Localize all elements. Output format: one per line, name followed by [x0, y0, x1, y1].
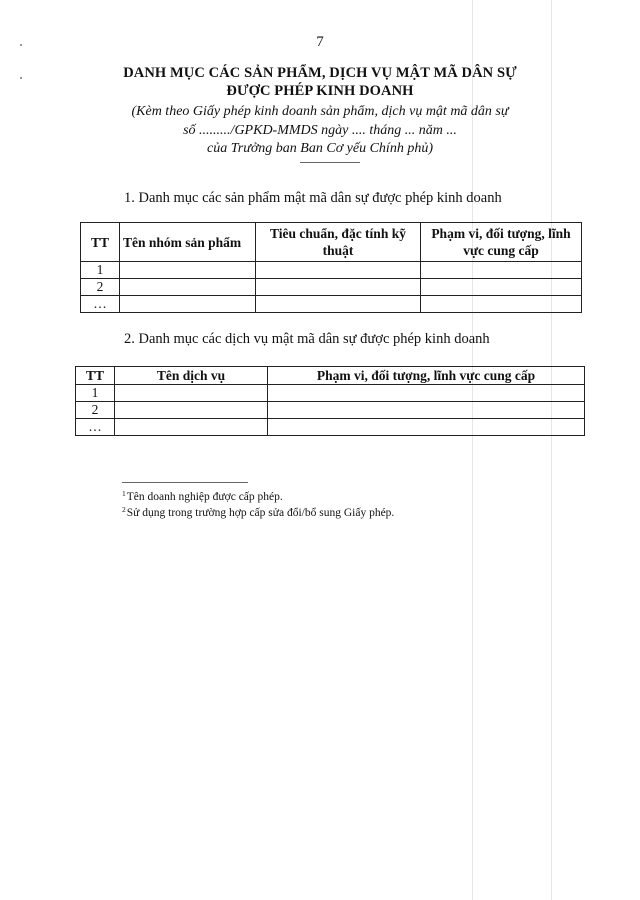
table-cell: [268, 419, 585, 436]
document-title-line-2: ĐƯỢC PHÉP KINH DOANH: [226, 83, 414, 99]
table-cell: [115, 419, 268, 436]
table-cell: [256, 279, 421, 296]
products-table: [80, 222, 582, 313]
row-number: …: [76, 419, 115, 436]
footnote-2: [122, 505, 394, 519]
table-cell: [268, 402, 585, 419]
table-row: [76, 419, 585, 436]
table-cell: [120, 262, 256, 279]
footnote-text: Tên doanh nghiệp được cấp phép.: [126, 491, 283, 503]
row-number: 2: [81, 279, 120, 296]
page-number: 7: [316, 34, 324, 50]
table-cell: [268, 385, 585, 402]
title-divider: [300, 162, 360, 163]
footnote-divider: [122, 482, 248, 483]
section-2-heading: 2. Danh mục các dịch vụ mật mã dân sự được phép kinh doanh: [124, 331, 490, 347]
section-1-heading: 1. Danh mục các sản phẩm mật mã dân sự được phép kinh doanh: [124, 190, 502, 206]
table-header-row: [81, 223, 582, 262]
document-title-line-1: DANH MỤC CÁC SẢN PHẨM, DỊCH VỤ MẬT MÃ DÂN SỰ: [123, 65, 517, 81]
subtitle-line-3: của Trưởng ban Ban Cơ yếu Chính phủ): [207, 141, 433, 156]
table-cell: [115, 402, 268, 419]
table-cell: [421, 279, 582, 296]
table-row: [81, 279, 582, 296]
subtitle-line-1: (Kèm theo Giấy phép kinh doanh sản phẩm, dịch vụ mật mã dân sự: [131, 104, 509, 119]
column-header-service-name: Tên dịch vụ: [115, 367, 268, 385]
row-number: 2: [76, 402, 115, 419]
column-header-scope: Phạm vi, đối tượng, lĩnh vực cung cấp: [421, 223, 582, 262]
footnote-1: [122, 489, 283, 503]
row-number: 1: [81, 262, 120, 279]
column-header-tt: TT: [81, 223, 120, 262]
column-header-technical-standard: Tiêu chuẩn, đặc tính kỹ thuật: [256, 223, 421, 262]
table-cell: [115, 385, 268, 402]
row-number: …: [81, 296, 120, 313]
footnote-mark: 1: [122, 489, 126, 498]
row-number: 1: [76, 385, 115, 402]
footnote-mark: 2: [122, 505, 126, 514]
table-row: [81, 262, 582, 279]
table-row: [76, 385, 585, 402]
table-row: [81, 296, 582, 313]
table-cell: [120, 279, 256, 296]
column-header-tt: TT: [76, 367, 115, 385]
column-header-scope: Phạm vi, đối tượng, lĩnh vực cung cấp: [268, 367, 585, 385]
column-header-product-group-name: Tên nhóm sản phẩm: [120, 223, 256, 262]
table-header-row: [76, 367, 585, 385]
table-cell: [421, 296, 582, 313]
footnote-text: Sử dụng trong trường hợp cấp sửa đổi/bổ sung Giấy phép.: [126, 507, 395, 519]
services-table: [75, 366, 585, 436]
table-cell: [256, 296, 421, 313]
table-cell: [120, 296, 256, 313]
table-cell: [256, 262, 421, 279]
table-cell: [421, 262, 582, 279]
subtitle-line-2: số ........./GPKD-MMDS ngày .... tháng ... năm ...: [183, 123, 457, 138]
table-row: [76, 402, 585, 419]
